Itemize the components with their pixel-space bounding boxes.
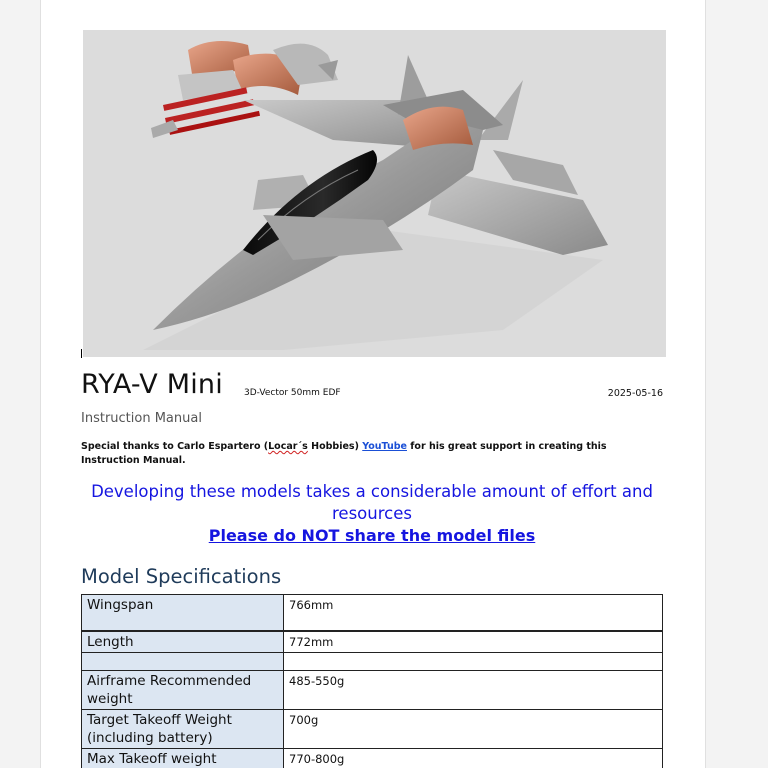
table-row <box>82 671 663 710</box>
spec-key: Max Takeoff weight <box>82 749 284 768</box>
spec-value <box>284 653 663 671</box>
table-row <box>82 710 663 749</box>
spec-value: 770-800g <box>284 749 663 768</box>
thanks-name: Locar´s <box>268 441 308 452</box>
spec-key: Airframe Recommended weight <box>82 671 284 710</box>
spec-key: Length <box>82 632 284 653</box>
aircraft-render-image <box>83 30 666 357</box>
spec-key <box>82 653 284 671</box>
document-subtitle: 3D-Vector 50mm EDF <box>244 388 341 398</box>
document-type-label: Instruction Manual <box>81 411 202 426</box>
table-row <box>82 595 663 631</box>
spec-key: Wingspan <box>82 595 284 631</box>
table-row <box>82 632 663 653</box>
document-title: RYA-V Mini <box>81 369 223 400</box>
spec-key: Target Takeoff Weight (including battery) <box>82 710 284 749</box>
table-row <box>82 653 663 671</box>
thanks-prefix: Special thanks to Carlo Espartero ( <box>81 441 269 452</box>
youtube-link[interactable]: YouTube <box>362 441 407 452</box>
notice-effort-text: Developing these models takes a considerable amount of effort and resources <box>91 482 653 523</box>
notice-do-not-share: Please do NOT share the model files <box>208 526 536 545</box>
spec-value: 772mm <box>284 632 663 653</box>
document-date: 2025-05-16 <box>607 388 663 399</box>
specs-table <box>81 594 663 768</box>
spec-value: 700g <box>284 710 663 749</box>
copyright-notice <box>81 481 663 547</box>
spec-value: 485-550g <box>284 671 663 710</box>
text-cursor <box>81 349 82 358</box>
document-page <box>40 0 706 768</box>
title-row <box>81 369 663 405</box>
thanks-middle: Hobbies) <box>307 441 363 452</box>
spec-value: 766mm <box>284 595 663 631</box>
specs-heading: Model Specifications <box>81 565 282 588</box>
thanks-paragraph <box>81 440 666 468</box>
table-row <box>82 749 663 768</box>
thanks-suffix: for his great support in creating this Instruction Manual. <box>81 441 607 466</box>
